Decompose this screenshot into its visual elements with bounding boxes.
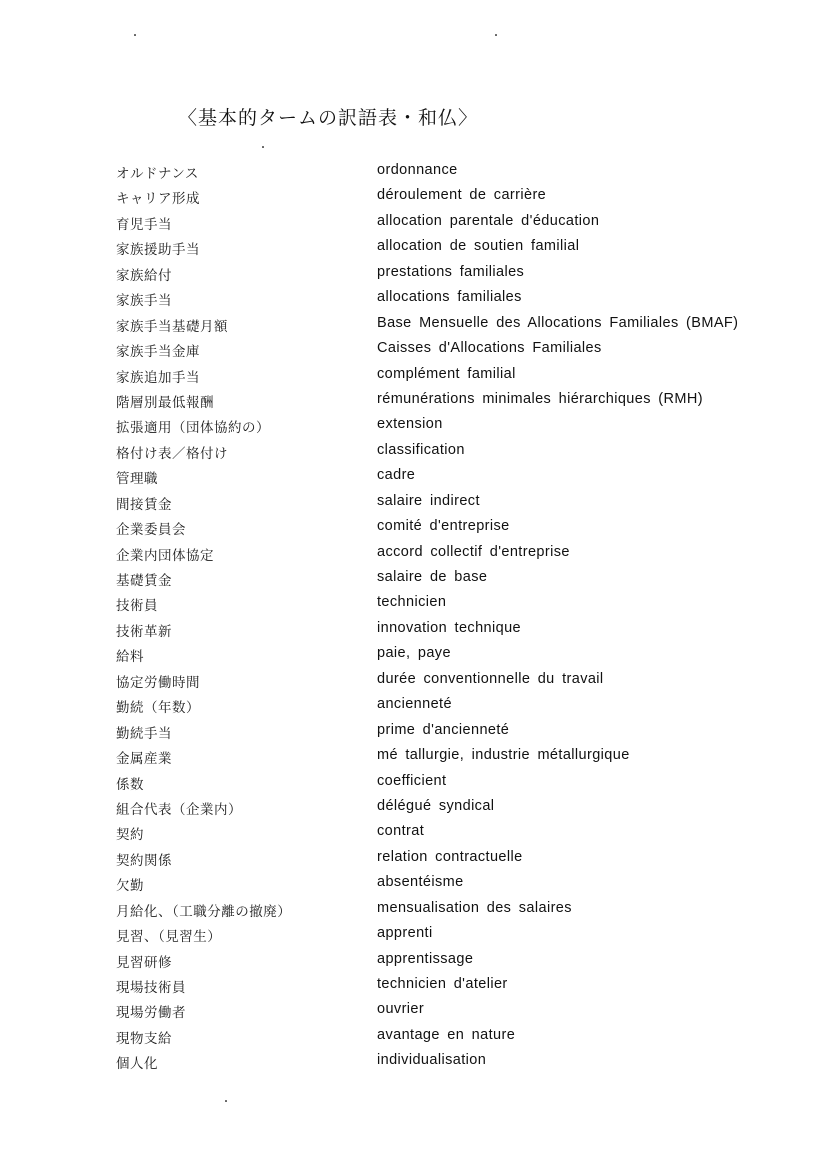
french-term: paie, paye — [377, 645, 451, 662]
glossary-row — [0, 923, 827, 948]
japanese-term: 給料 — [116, 649, 144, 666]
french-term: déroulement de carrière — [377, 187, 547, 204]
glossary-row — [0, 465, 827, 490]
french-term: Caisses d'Allocations Familiales — [377, 340, 602, 357]
japanese-term: 拡張適用（団体協約の） — [116, 420, 270, 437]
glossary-row — [0, 745, 827, 770]
glossary-row — [0, 440, 827, 465]
japanese-term: 勤続（年数） — [116, 700, 200, 717]
french-term: durée conventionnelle du travail — [377, 670, 604, 687]
glossary-row — [0, 999, 827, 1024]
french-term: individualisation — [377, 1052, 487, 1069]
japanese-term: 家族追加手当 — [116, 369, 200, 386]
french-term: prime d'ancienneté — [377, 721, 510, 738]
glossary-row — [0, 414, 827, 439]
glossary-row — [0, 974, 827, 999]
french-term: cadre — [377, 467, 416, 484]
glossary-row — [0, 872, 827, 897]
japanese-term: 家族手当基礎月額 — [116, 318, 228, 335]
japanese-term: 企業内団体協定 — [116, 547, 214, 564]
japanese-term: 勤続手当 — [116, 725, 172, 742]
japanese-term: 見習研修 — [116, 954, 172, 971]
glossary-row — [0, 364, 827, 389]
glossary-row — [0, 669, 827, 694]
japanese-term: 基礎賃金 — [116, 573, 172, 589]
japanese-term: 現場労働者 — [116, 1005, 186, 1022]
glossary-row — [0, 491, 827, 516]
japanese-term: 階層別最低報酬 — [116, 394, 214, 411]
glossary-row — [0, 389, 827, 414]
glossary-row — [0, 643, 827, 668]
japanese-term: 技術員 — [116, 598, 158, 615]
japanese-term: 間接賃金 — [116, 496, 172, 513]
french-term: ancienneté — [377, 696, 452, 713]
glossary-row — [0, 567, 827, 592]
glossary-row — [0, 694, 827, 719]
japanese-term: オルドナンス — [116, 166, 199, 182]
french-term: ordonnance — [377, 162, 458, 178]
japanese-term: 現物支給 — [116, 1030, 172, 1047]
french-term: mensualisation des salaires — [377, 899, 572, 916]
glossary-row — [0, 542, 827, 567]
french-term: salaire de base — [377, 569, 488, 585]
japanese-term: 契約 — [116, 827, 144, 844]
french-term: innovation technique — [377, 619, 522, 636]
japanese-term: 技術革新 — [116, 623, 172, 640]
japanese-term: 個人化 — [116, 1056, 158, 1073]
glossary-row — [0, 211, 827, 236]
japanese-term: 家族援助手当 — [116, 242, 200, 259]
glossary-row — [0, 262, 827, 287]
japanese-term: 企業委員会 — [116, 522, 186, 539]
glossary-row — [0, 898, 827, 923]
french-term: délégué syndical — [377, 797, 495, 814]
french-term: avantage en nature — [377, 1026, 516, 1043]
japanese-term: 組合代表（企業内） — [116, 801, 242, 818]
scan-speck — [262, 146, 264, 148]
glossary-row — [0, 720, 827, 745]
glossary-row — [0, 618, 827, 643]
french-term: allocations familiales — [377, 289, 522, 306]
glossary-row — [0, 516, 827, 541]
glossary-row — [0, 592, 827, 617]
glossary-row — [0, 847, 827, 872]
french-term: apprentissage — [377, 950, 474, 967]
japanese-term: 現場技術員 — [116, 980, 186, 996]
french-term: ouvrier — [377, 1001, 425, 1018]
japanese-term: 欠勤 — [116, 878, 144, 895]
french-term: mé tallurgie, industrie métallurgique — [377, 747, 630, 764]
glossary-row — [0, 949, 827, 974]
japanese-term: 家族手当 — [116, 293, 172, 310]
glossary-row — [0, 313, 827, 338]
japanese-term: 育児手当 — [116, 216, 172, 233]
french-term: apprenti — [377, 925, 433, 942]
japanese-term: 契約関係 — [116, 852, 172, 869]
page-title: 〈基本的タームの訳語表・和仏〉 — [178, 107, 479, 129]
glossary-row — [0, 821, 827, 846]
japanese-term: 家族給付 — [116, 267, 172, 284]
japanese-term: 金属産業 — [116, 751, 172, 768]
french-term: Base Mensuelle des Allocations Familiales (BMAF) — [377, 314, 739, 331]
glossary-row — [0, 796, 827, 821]
japanese-term: 係数 — [116, 776, 144, 793]
glossary-list — [0, 160, 827, 1076]
french-term: allocation de soutien familial — [377, 238, 580, 255]
japanese-term: 管理職 — [116, 471, 158, 488]
glossary-row — [0, 236, 827, 261]
glossary-row — [0, 1050, 827, 1075]
french-term: coefficient — [377, 772, 447, 789]
french-term: technicien — [377, 594, 447, 611]
french-term: absentéisme — [377, 874, 464, 891]
japanese-term: 月給化、（工職分離の撤廃） — [116, 903, 292, 920]
glossary-row — [0, 160, 827, 185]
japanese-term: 協定労働時間 — [116, 674, 200, 691]
french-term: accord collectif d'entreprise — [377, 543, 570, 560]
french-term: relation contractuelle — [377, 848, 523, 865]
french-term: extension — [377, 416, 443, 433]
scan-speck — [225, 1100, 227, 1102]
french-term: prestations familiales — [377, 263, 525, 280]
scan-speck — [134, 34, 136, 36]
scan-speck — [495, 34, 497, 36]
glossary-row — [0, 1025, 827, 1050]
french-term: contrat — [377, 823, 425, 840]
french-term: comité d'entreprise — [377, 518, 510, 535]
japanese-term: 家族手当金庫 — [116, 344, 200, 361]
japanese-term: 格付け表／格付け — [116, 445, 228, 462]
french-term: allocation parentale d'éducation — [377, 212, 600, 229]
japanese-term: 見習、（見習生） — [116, 929, 222, 946]
glossary-row — [0, 771, 827, 796]
french-term: technicien d'atelier — [377, 976, 508, 992]
french-term: complément familial — [377, 365, 516, 382]
french-term: classification — [377, 441, 465, 458]
japanese-term: キャリア形成 — [116, 191, 200, 208]
french-term: salaire indirect — [377, 492, 480, 509]
glossary-row — [0, 185, 827, 210]
glossary-row — [0, 287, 827, 312]
glossary-row — [0, 338, 827, 363]
french-term: rémunérations minimales hiérarchiques (RMH) — [377, 390, 703, 407]
